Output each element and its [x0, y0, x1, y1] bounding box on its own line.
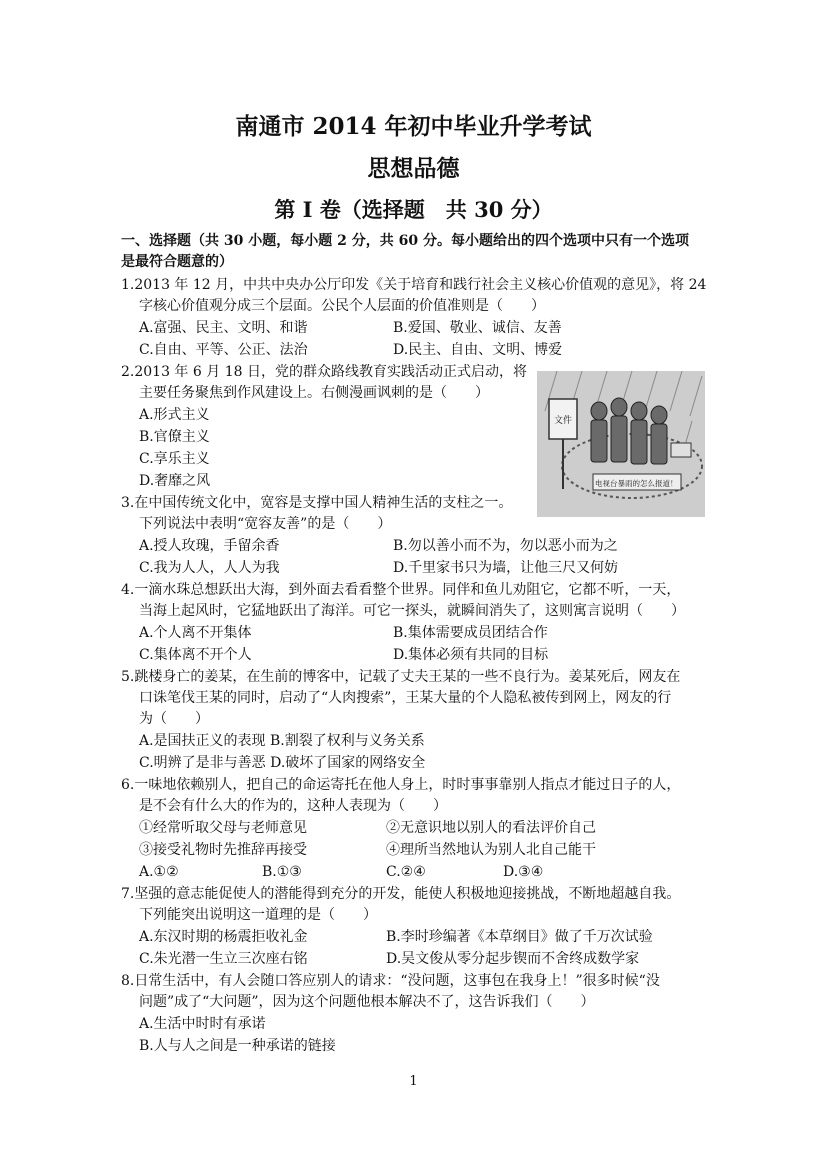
q6-item-3: ③接受礼物时先推辞再接受 — [139, 842, 307, 858]
q8-option-b: B.人与人之间是一种承诺的链接 — [139, 1038, 336, 1054]
q1-option-a: A.富强、民主、文明、和谐 — [139, 320, 308, 336]
q5-option-ab: A.是国扶正义的表现 B.割裂了权利与义务关系 — [139, 733, 425, 749]
q3-line-2: 下列说法中表明“宽容友善”的是（ ） — [139, 516, 392, 532]
q5-line-3: 为（ ） — [139, 711, 209, 727]
q3-option-b: B.勿以善小而不为，勿以恶小而为之 — [393, 538, 618, 554]
q7-option-a: A.东汉时期的杨震拒收礼金 — [139, 929, 308, 945]
q5-option-cd: C.明辨了是非与善恶 D.破坏了国家的网络安全 — [139, 755, 426, 771]
q4-option-a: A.个人离不开集体 — [139, 625, 252, 641]
q6-line-1: 6.一味地依赖别人，把自己的命运寄托在他人身上，时时事事靠别人指点才能过日子的人， — [121, 777, 681, 793]
q6-option-c: C.②④ — [386, 864, 426, 880]
q4-option-c: C.集体离不开个人 — [139, 647, 252, 663]
q1-option-d: D.民主、自由、文明、博爱 — [393, 342, 563, 358]
q7-line-2: 下列能突出说明这一道理的是（ ） — [139, 907, 377, 923]
q5-line-2: 口诛笔伐王某的同时，启动了“人肉搜索”，王某大量的个人隐私被传到网上，网友的行 — [139, 690, 672, 706]
instructions-line-2: 是最符合题意的） — [121, 254, 233, 270]
q3-option-a: A.授人玫瑰，手留余香 — [139, 538, 280, 554]
q6-item-2: ②无意识地以别人的看法评价自己 — [386, 820, 596, 836]
q3-line-1: 3.在中国传统文化中，宽容是支撑中国人精神生活的支柱之一。 — [121, 495, 513, 511]
q6-option-b: B.①③ — [262, 864, 302, 880]
q1-line-1: 1.2013 年 12 月，中共中央办公厅印发《关于培育和践行社会主义核心价值观的意见》，将 24 — [121, 277, 707, 293]
q6-line-2: 是不会有什么大的作为的，这种人表现为（ ） — [139, 798, 447, 814]
q6-option-d: D.③④ — [503, 864, 544, 880]
q7-option-c: C.朱光潜一生立三次座右铭 — [139, 951, 308, 967]
q4-option-b: B.集体需要成员团结合作 — [393, 625, 548, 641]
q8-option-a: A.生活中时时有承诺 — [139, 1016, 266, 1032]
q1-option-b: B.爱国、敬业、诚信、友善 — [393, 320, 562, 336]
q7-option-b: B.李时珍编著《本草纲目》做了千万次试验 — [386, 929, 653, 945]
q6-item-1: ①经常听取父母与老师意见 — [139, 820, 307, 836]
page-number: 1 — [409, 1074, 418, 1089]
q2-option-d: D.奢靡之风 — [139, 473, 211, 489]
cartoon-banner-text: 电视台暴雨的怎么报道！ — [595, 479, 678, 488]
q3-option-d: D.千里家书只为墙，让他三尺又何妨 — [393, 560, 619, 576]
q8-line-2: 问题”成了“大问题”，因为这个问题他根本解决不了，这告诉我们（ ） — [139, 994, 595, 1010]
q7-line-1: 7.坚强的意志能促使人的潜能得到充分的开发，能使人积极地迎接挑战，不断地超越自我。 — [121, 886, 681, 902]
q2-option-a: A.形式主义 — [139, 407, 210, 423]
q7-option-d: D.吴文俊从零分起步锲而不舍终成数学家 — [386, 951, 640, 967]
q2-option-c: C.享乐主义 — [139, 451, 210, 467]
satire-cartoon-image — [537, 371, 705, 517]
q1-option-c: C.自由、平等、公正、法治 — [139, 342, 308, 358]
q6-item-4: ④理所当然地认为别人北自己能干 — [386, 842, 596, 858]
exam-title: 南通市 2014 年初中毕业升学考试 — [235, 113, 592, 140]
q6-option-a: A.①② — [139, 864, 179, 880]
subject-title: 思想品德 — [367, 155, 460, 182]
cartoon-sign-text: 文件 — [554, 416, 573, 426]
q4-line-2: 当海上起风时，它猛地跃出了海洋。可它一探头，就瞬间消失了，这则寓言说明（ ） — [139, 603, 685, 619]
q4-option-d: D.集体必须有共同的目标 — [393, 647, 549, 663]
rain-umbrella-cartoon-icon — [537, 371, 705, 517]
q3-option-c: C.我为人人，人人为我 — [139, 560, 280, 576]
instructions-line-1: 一、选择题（共 30 小题，每小题 2 分，共 60 分。每小题给出的四个选项中只有一个选项 — [121, 233, 689, 249]
q2-line-1: 2.2013 年 6 月 18 日，党的群众路线教育实践活动正式启动，将 — [121, 364, 527, 380]
section-title: 第 I 卷（选择题 共 30 分） — [274, 197, 553, 222]
q5-line-1: 5.跳楼身亡的姜某，在生前的博客中，记载了丈夫王某的一些不良行为。姜某死后，网友在 — [121, 669, 681, 685]
q2-option-b: B.官僚主义 — [139, 429, 210, 445]
q1-line-2: 字核心价值观分成三个层面。公民个人层面的价值准则是（ ） — [139, 298, 545, 314]
q4-line-1: 4.一滴水珠总想跃出大海，到外面去看看整个世界。同伴和鱼儿劝阻它，它都不听，一天， — [121, 582, 681, 598]
q2-line-2: 主要任务聚焦到作风建设上。右侧漫画讽刺的是（ ） — [139, 385, 489, 401]
q8-line-1: 8.日常生活中，有人会随口答应别人的请求：“没问题，这事包在我身上！”很多时候“没 — [121, 973, 660, 989]
